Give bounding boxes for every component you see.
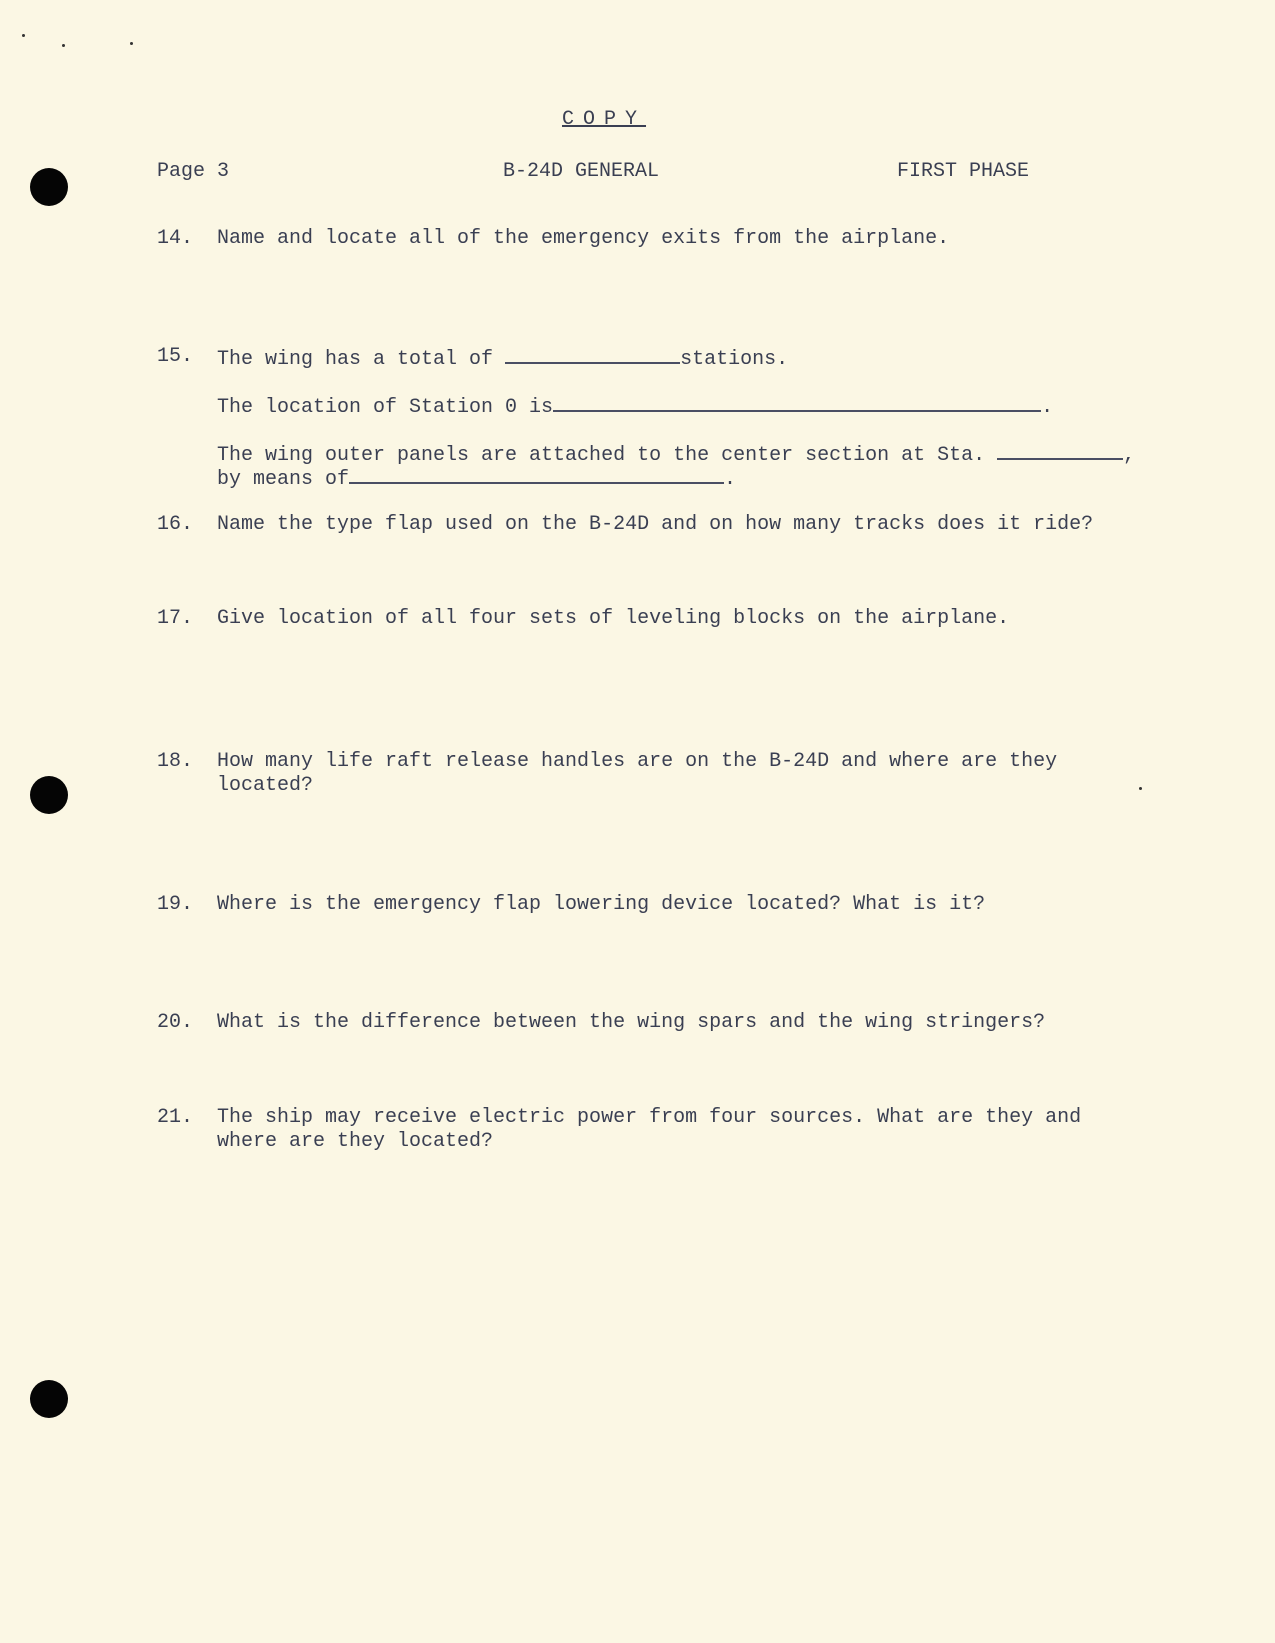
punch-hole-top bbox=[30, 168, 68, 206]
question-text: Where is the emergency flap lowering device located? What is it? bbox=[217, 893, 986, 916]
question-line bbox=[217, 344, 788, 373]
question-line: The ship may receive electric power from four sources. What are they and bbox=[217, 1106, 1082, 1129]
question-number: 17. bbox=[157, 607, 194, 630]
line-text: The location of Station 0 is bbox=[217, 396, 554, 419]
line-text: The wing outer panels are attached to the center section at Sta. bbox=[217, 444, 986, 467]
question-text: What is the difference between the wing spars and the wing stringers? bbox=[217, 1011, 1046, 1034]
question-number: 20. bbox=[157, 1011, 194, 1034]
course-title: B-24D GENERAL bbox=[503, 160, 660, 183]
line-text: stations. bbox=[680, 348, 789, 371]
question-line: How many life raft release handles are on the B-24D and where are they bbox=[217, 750, 1058, 773]
blank-total-stations[interactable] bbox=[505, 344, 680, 364]
line-text: , bbox=[1123, 444, 1136, 467]
phase-label: FIRST PHASE bbox=[897, 160, 1030, 183]
question-number: 18. bbox=[157, 750, 194, 773]
page-number: Page 3 bbox=[157, 160, 230, 183]
line-text: by means of bbox=[217, 468, 350, 491]
speck bbox=[130, 42, 133, 45]
copy-title: COPY bbox=[562, 108, 647, 131]
speck bbox=[62, 44, 65, 47]
question-line bbox=[217, 464, 736, 493]
punch-hole-bottom bbox=[30, 1380, 68, 1418]
question-number: 19. bbox=[157, 893, 194, 916]
question-number: 16. bbox=[157, 513, 194, 536]
question-line: located? bbox=[217, 774, 314, 797]
question-text: Name the type flap used on the B-24D and on how many tracks does it ride? bbox=[217, 513, 1094, 536]
line-text: . bbox=[1041, 396, 1054, 419]
question-number: 14. bbox=[157, 227, 194, 250]
line-text: . bbox=[724, 468, 737, 491]
speck bbox=[22, 34, 25, 37]
question-line bbox=[217, 392, 1053, 421]
blank-station-0-location[interactable] bbox=[553, 392, 1041, 412]
question-line: where are they located? bbox=[217, 1130, 494, 1153]
blank-attach-means[interactable] bbox=[349, 464, 724, 484]
question-text: Name and locate all of the emergency exits from the airplane. bbox=[217, 227, 950, 250]
line-text: The wing has a total of bbox=[217, 348, 494, 371]
speck bbox=[1139, 787, 1142, 790]
blank-attach-station[interactable] bbox=[997, 440, 1123, 460]
question-number: 15. bbox=[157, 345, 194, 368]
punch-hole-middle bbox=[30, 776, 68, 814]
question-number: 21. bbox=[157, 1106, 194, 1129]
question-text: Give location of all four sets of leveling blocks on the airplane. bbox=[217, 607, 1010, 630]
